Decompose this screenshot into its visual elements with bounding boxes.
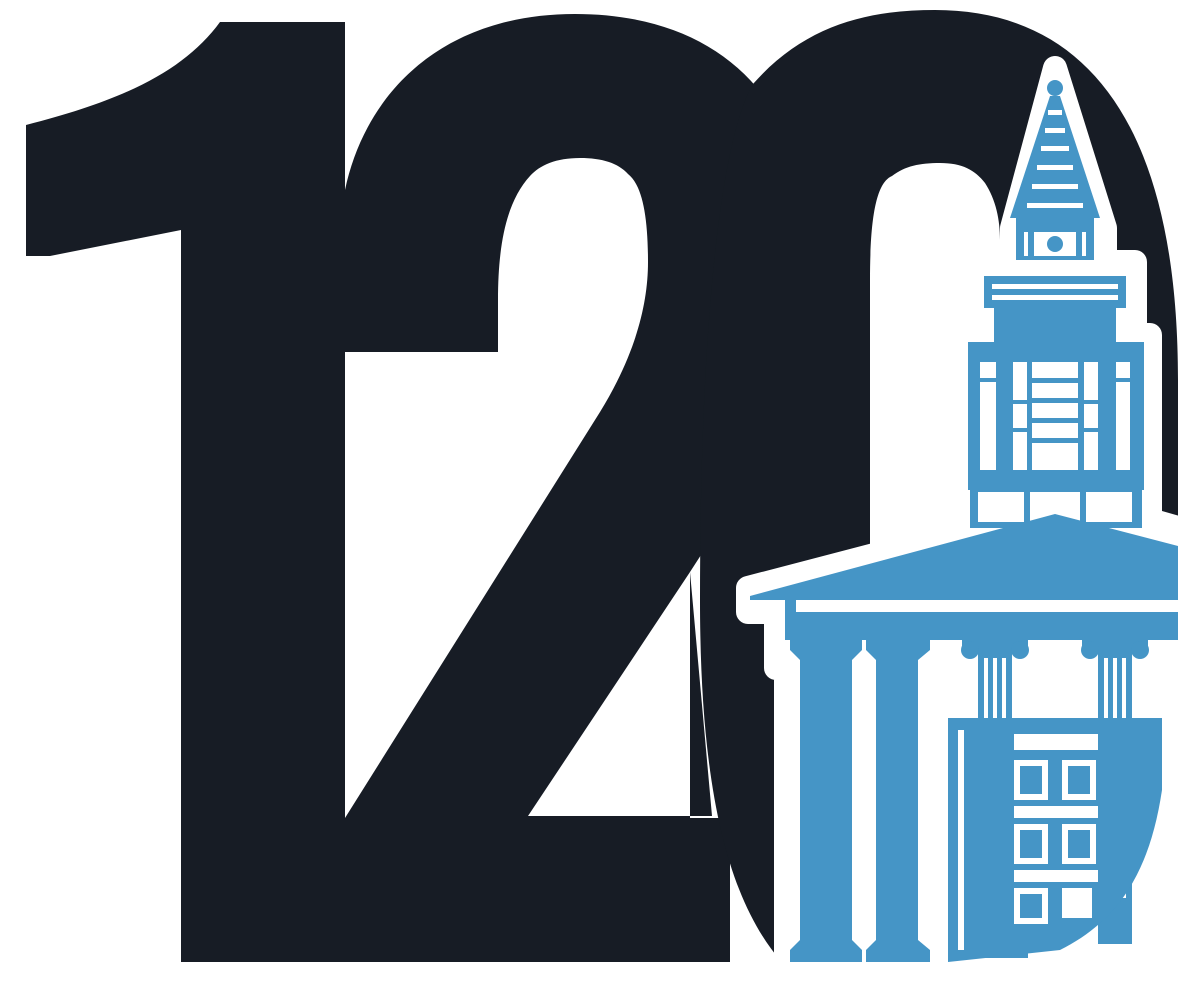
- digit-one: [26, 22, 345, 962]
- cupola-band: [984, 276, 1126, 308]
- spire-finial: [1047, 80, 1063, 96]
- pillar-left: [790, 640, 862, 962]
- lantern-window: [1047, 236, 1063, 252]
